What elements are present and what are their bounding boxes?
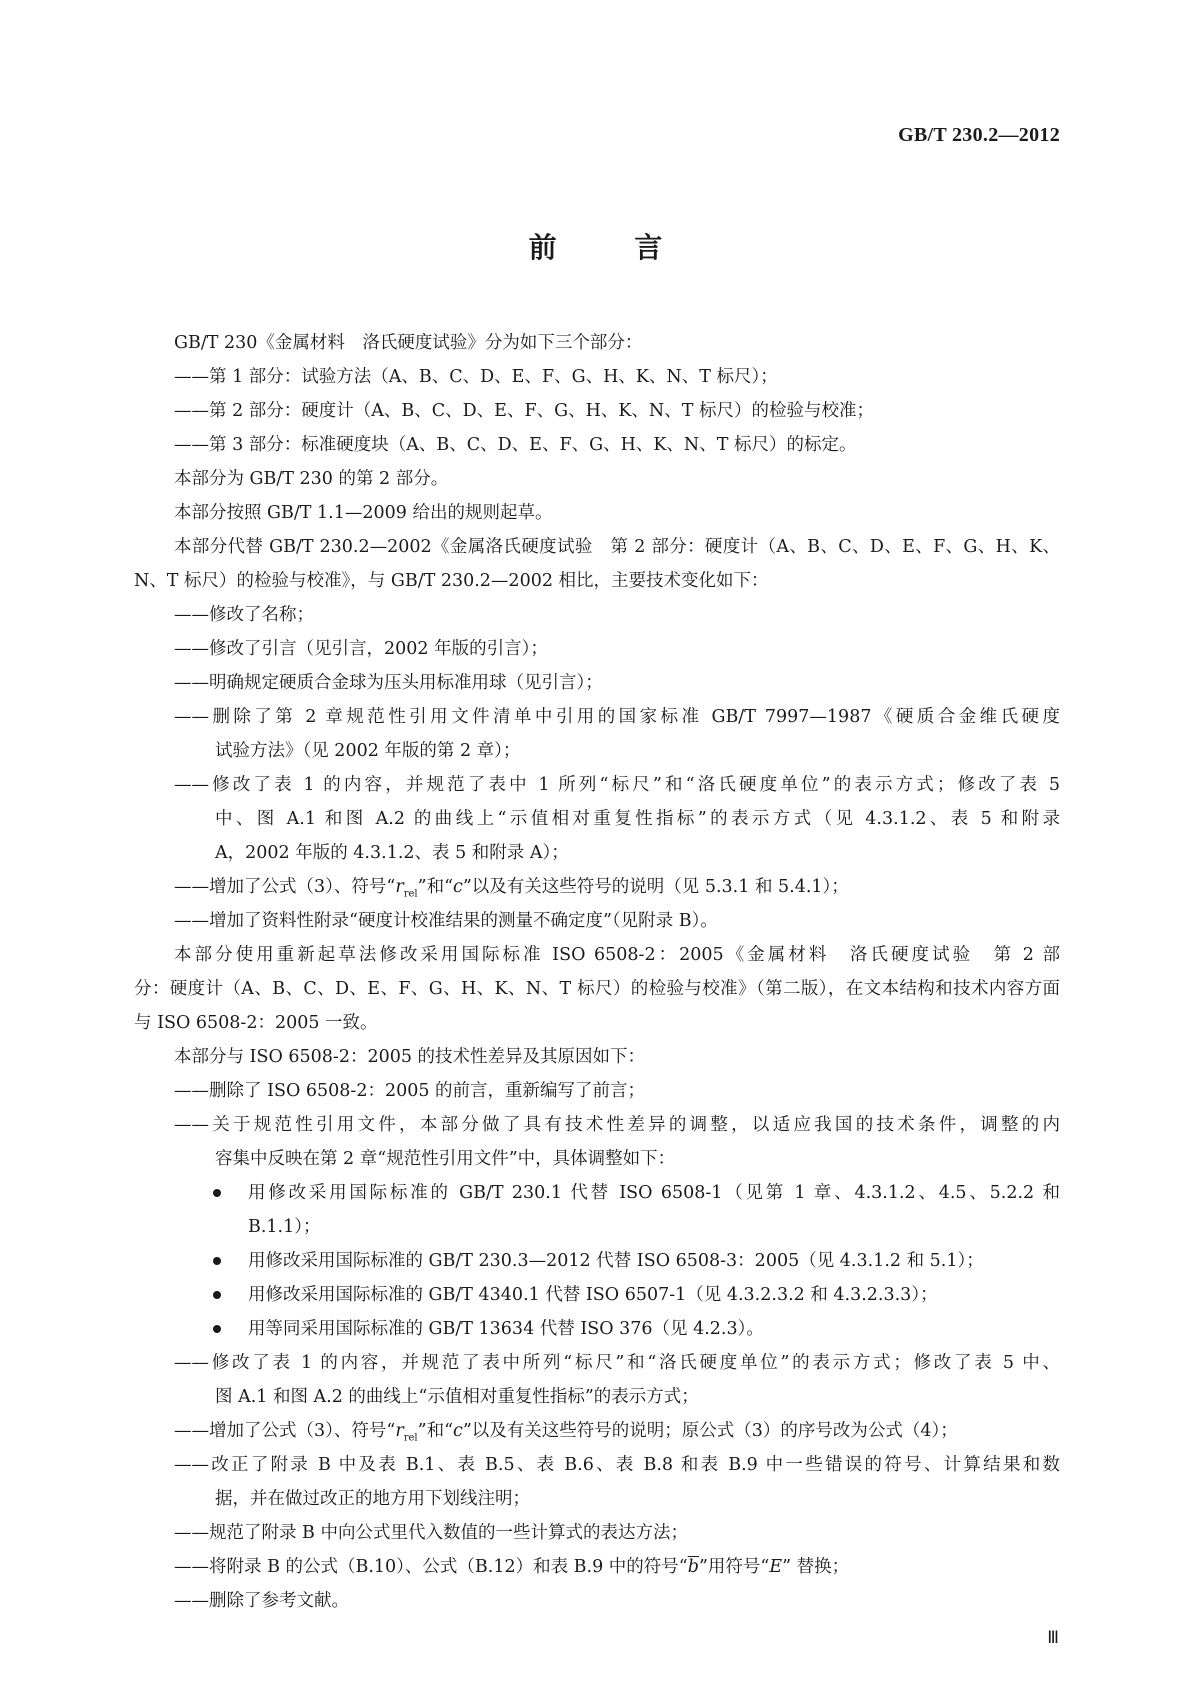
text-line bbox=[134, 1142, 1060, 1176]
line-text: ——删除了参考文献。 bbox=[174, 1591, 349, 1611]
text-line bbox=[134, 1074, 1060, 1108]
text-line bbox=[134, 1414, 1060, 1448]
standard-number: GB/T 230.2—2012 bbox=[898, 124, 1060, 146]
line-text: ——增加了公式（3）、符号“$r_{rel}$”和“c”以及有关这些符号的说明（见 5.3.1 和 5.4.1）； bbox=[174, 877, 849, 900]
text-line bbox=[134, 1550, 1060, 1584]
bullet-icon bbox=[213, 1291, 221, 1299]
bullet-item bbox=[134, 1278, 1060, 1312]
text-line bbox=[134, 462, 1060, 496]
line-text: 据，并在做过改正的地方用下划线注明； bbox=[215, 1489, 530, 1509]
text-line bbox=[134, 870, 1060, 904]
line-text: ——增加了公式（3）、符号“$r_{rel}$”和“c”以及有关这些符号的说明；原公式（3）的序号改为公式（4）； bbox=[174, 1421, 958, 1444]
line-text: GB/T 230《金属材料 洛氏硬度试验》分为如下三个部分： bbox=[174, 333, 643, 353]
text-line bbox=[134, 564, 1060, 598]
text-line bbox=[134, 496, 1060, 530]
line-text: ——第 2 部分：硬度计（A、B、C、D、E、F、G、H、K、N、T 标尺）的检验与校准； bbox=[174, 401, 874, 421]
line-text: 图 A.1 和图 A.2 的曲线上“示值相对重复性指标”的表示方式； bbox=[215, 1387, 699, 1407]
text-line bbox=[134, 768, 1060, 802]
line-text: 中、图 A.1 和图 A.2 的曲线上“示值相对重复性指标”的表示方式（见 4.3.1.2、表 5 和附录 bbox=[215, 809, 1060, 829]
text-line bbox=[134, 1040, 1060, 1074]
text-line bbox=[134, 1516, 1060, 1550]
line-text: ——增加了资料性附录“硬度计校准结果的测量不确定度”（见附录 B）。 bbox=[174, 911, 718, 931]
text-line bbox=[134, 360, 1060, 394]
bullet-icon bbox=[213, 1257, 221, 1265]
line-text: ——第 3 部分：标准硬度块（A、B、C、D、E、F、G、H、K、N、T 标尺）的标定。 bbox=[174, 435, 857, 455]
text-line bbox=[134, 1006, 1060, 1040]
line-text: 容集中反映在第 2 章“规范性引用文件”中，具体调整如下： bbox=[215, 1149, 676, 1169]
line-text: 本部分按照 GB/T 1.1—2009 给出的规则起草。 bbox=[174, 503, 553, 523]
line-text: N、T 标尺）的检验与校准》，与 GB/T 230.2—2002 相比，主要技术变化如下： bbox=[134, 571, 769, 591]
line-text: 本部分与 ISO 6508-2：2005 的技术性差异及其原因如下： bbox=[174, 1047, 646, 1067]
line-text: ——删除了 ISO 6508-2：2005 的前言，重新编写了前言； bbox=[174, 1081, 646, 1101]
line-text: ——修改了引言（见引言，2002 年版的引言）； bbox=[174, 639, 548, 659]
line-text: ——关于规范性引用文件，本部分做了具有技术性差异的调整，以适应我国的技术条件，调整的内 bbox=[174, 1115, 1060, 1135]
line-text: B.1.1）； bbox=[248, 1217, 321, 1237]
line-text: ——修改了表 1 的内容，并规范了表中 1 所列“标尺”和“洛氏硬度单位”的表示方式；修改了表 5 bbox=[174, 775, 1060, 795]
text-line bbox=[134, 938, 1060, 972]
text-line bbox=[134, 1380, 1060, 1414]
text-line bbox=[134, 802, 1060, 836]
line-text: 用修改采用国际标准的 GB/T 4340.1 代替 ISO 6507-1（见 4.3.2.3.2 和 4.3.2.3.3）； bbox=[248, 1285, 938, 1305]
line-text: ——明确规定硬质合金球为压头用标准用球（见引言）； bbox=[174, 673, 603, 693]
line-text: 分：硬度计（A、B、C、D、E、F、G、H、K、N、T 标尺）的检验与校准》（第二版），在文本结构和技术内容方面 bbox=[134, 979, 1060, 999]
bullet-icon bbox=[213, 1189, 221, 1197]
line-text: ——修改了名称； bbox=[174, 605, 314, 625]
text-line bbox=[134, 394, 1060, 428]
line-text: 本部分使用重新起草法修改采用国际标准 ISO 6508-2：2005《金属材料 洛氏硬度试验 第 2 部 bbox=[174, 945, 1060, 965]
text-line bbox=[134, 1482, 1060, 1516]
line-text: 用修改采用国际标准的 GB/T 230.3—2012 代替 ISO 6508-3：2005（见 4.3.1.2 和 5.1）； bbox=[248, 1251, 984, 1271]
text-line bbox=[134, 326, 1060, 360]
line-text: ——规范了附录 B 中向公式里代入数值的一些计算式的表达方法； bbox=[174, 1523, 688, 1543]
text-line bbox=[134, 836, 1060, 870]
line-text: ——将附录 B 的公式（B.10）、公式（B.12）和表 B.9 中的符号“$\overline{b}$”用符号“E” 替换； bbox=[174, 1557, 850, 1577]
line-text: 与 ISO 6508-2：2005 一致。 bbox=[134, 1013, 378, 1033]
bullet-item bbox=[134, 1312, 1060, 1346]
text-line bbox=[134, 904, 1060, 938]
text-line bbox=[134, 1210, 1060, 1244]
text-line bbox=[134, 428, 1060, 462]
text-line bbox=[134, 1448, 1060, 1482]
line-text: 用等同采用国际标准的 GB/T 13634 代替 ISO 376（见 4.2.3）。 bbox=[248, 1319, 764, 1339]
page-number: Ⅲ bbox=[1047, 1628, 1059, 1647]
text-line bbox=[134, 1584, 1060, 1618]
page-title: 前 言 bbox=[528, 231, 697, 264]
line-text: ——改正了附录 B 中及表 B.1、表 B.5、表 B.6、表 B.8 和表 B.9 中一些错误的符号、计算结果和数 bbox=[174, 1455, 1060, 1475]
text-line bbox=[134, 1346, 1060, 1380]
text-line bbox=[134, 632, 1060, 666]
bullet-item bbox=[134, 1244, 1060, 1278]
line-text: ——删除了第 2 章规范性引用文件清单中引用的国家标准 GB/T 7997—1987《硬质合金维氏硬度 bbox=[174, 707, 1060, 727]
text-line bbox=[134, 700, 1060, 734]
bullet-icon bbox=[213, 1325, 221, 1333]
line-text: ——第 1 部分：试验方法（A、B、C、D、E、F、G、H、K、N、T 标尺）； bbox=[174, 367, 778, 387]
bullet-item bbox=[134, 1176, 1060, 1210]
text-line bbox=[134, 530, 1060, 564]
foreword-body bbox=[134, 326, 1060, 1618]
text-line bbox=[134, 598, 1060, 632]
text-line bbox=[134, 972, 1060, 1006]
text-line bbox=[134, 666, 1060, 700]
line-text: 用修改采用国际标准的 GB/T 230.1 代替 ISO 6508-1（见第 1 章、4.3.1.2、4.5、5.2.2 和 bbox=[248, 1183, 1060, 1203]
line-text: ——修改了表 1 的内容，并规范了表中所列“标尺”和“洛氏硬度单位”的表示方式；修改了表 5 中、 bbox=[174, 1353, 1060, 1373]
line-text: 试验方法》（见 2002 年版的第 2 章）； bbox=[215, 741, 521, 761]
text-line bbox=[134, 1108, 1060, 1142]
text-line bbox=[134, 734, 1060, 768]
line-text: 本部分代替 GB/T 230.2—2002《金属洛氏硬度试验 第 2 部分：硬度计（A、B、C、D、E、F、G、H、K、 bbox=[174, 537, 1060, 557]
line-text: A，2002 年版的 4.3.1.2、表 5 和附录 A）； bbox=[215, 843, 569, 863]
line-text: 本部分为 GB/T 230 的第 2 部分。 bbox=[174, 469, 449, 489]
